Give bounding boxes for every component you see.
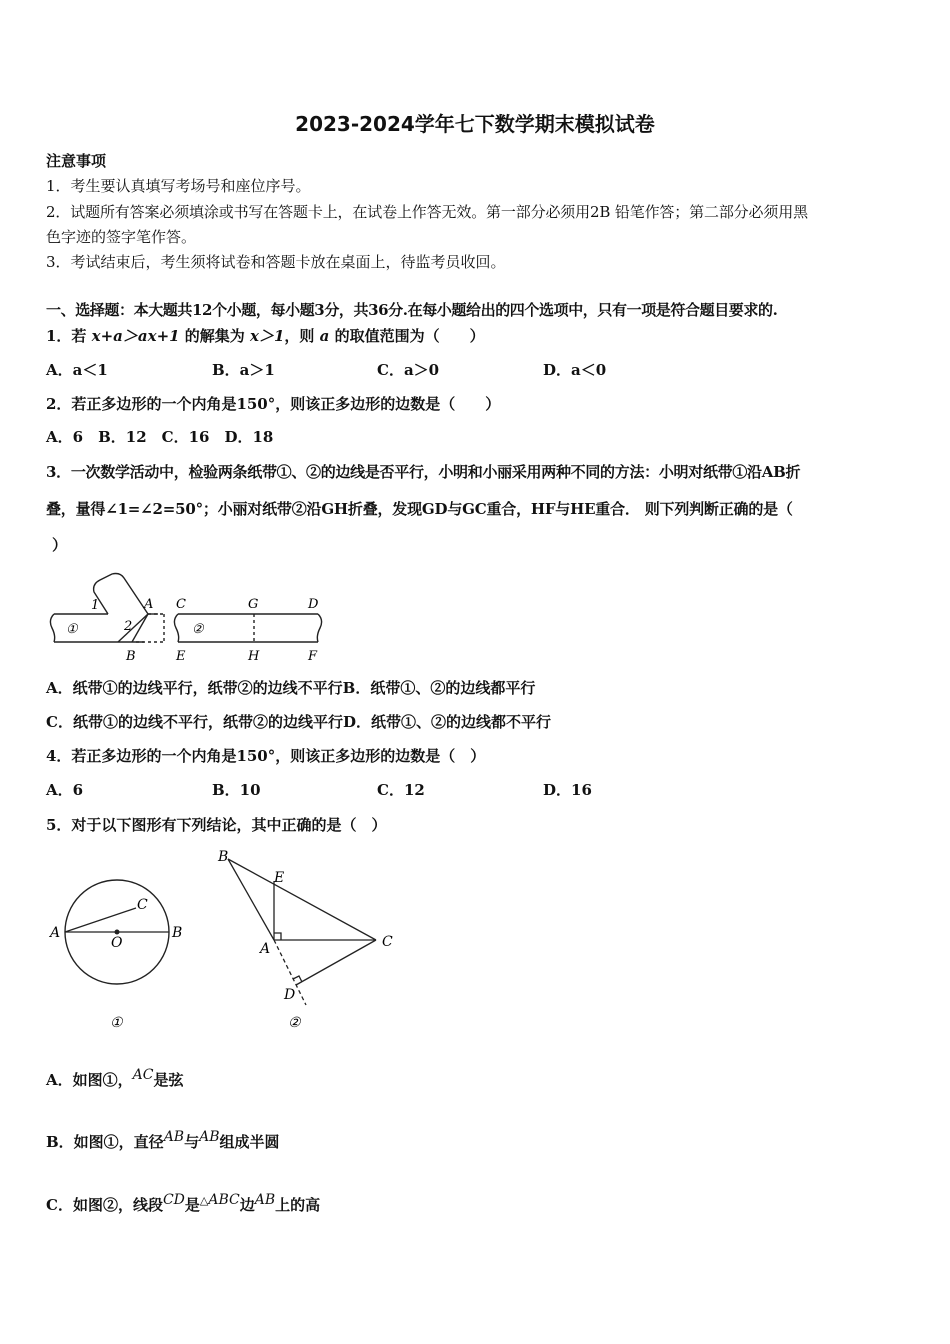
question-3-stem: 3．一次数学活动中，检验两条纸带①、②的边线是否平行，小明和小丽采用两种不同的方法：小明对纸带①沿AB折 [46, 463, 801, 481]
notice-heading: 注意事项 [46, 152, 107, 170]
fig3-label: ① [66, 622, 78, 637]
q4-option-c: C．12 [377, 781, 425, 799]
fig3-label: E [176, 649, 186, 664]
fig3-label: 2 [124, 619, 133, 634]
fig-circle-label: A [50, 925, 61, 941]
fig3-label: G [248, 597, 259, 612]
q4-option-d: D．16 [543, 781, 592, 799]
question-5-stem: 5．对于以下图形有下列结论，其中正确的是（ ） [46, 816, 387, 834]
fig3-label: H [248, 649, 260, 664]
q1-option-c: C．a＞0 [377, 361, 440, 379]
fig3-label: ② [192, 622, 204, 637]
question-3-stem: ） [52, 536, 68, 554]
fig3-label: 1 [91, 598, 100, 613]
fig-circle-label: O [111, 935, 123, 951]
question-1-stem: 1．若 x+a＞ax+1 的解集为 x＞1，则 a 的取值范围为（ ） [46, 327, 485, 345]
q1-option-a: A．a＜1 [46, 361, 108, 379]
q3-options-row: A．纸带①的边线平行，纸带②的边线不平行B．纸带①、②的边线都平行 [46, 679, 536, 697]
fig3-label: B [126, 649, 136, 664]
q5-option-a: A．如图①，AC是弦 [46, 1067, 184, 1089]
triangle-figure [210, 845, 410, 1035]
notice-item: 色字迹的签字笔作答。 [46, 228, 197, 246]
q2-options: A．6 B．12 C．16 D．18 [46, 428, 274, 446]
fig-triangle-label: C [382, 934, 393, 950]
q1-option-b: B．a＞1 [212, 361, 275, 379]
q4-option-b: B．10 [212, 781, 261, 799]
q3-options-row: C．纸带①的边线不平行，纸带②的边线平行D．纸带①、②的边线都不平行 [46, 713, 551, 731]
fig3-label: F [308, 649, 318, 664]
fig-triangle-label: E [274, 870, 285, 886]
circle-figure [40, 845, 200, 1035]
q5-option-c: C．如图②，线段CD是△ABC边AB上的高 [46, 1192, 321, 1214]
fig3-label: A [144, 597, 154, 612]
fig-triangle-label: B [218, 849, 229, 865]
page-title: 2023-2024学年七下数学期末模拟试卷 [295, 112, 655, 136]
fig3-label: D [308, 597, 319, 612]
q5-option-b: B．如图①，直径AB与AB组成半圆 [46, 1129, 280, 1151]
q1-option-d: D．a＜0 [543, 361, 607, 379]
q4-option-a: A．6 [46, 781, 84, 799]
fig-circle-label: B [172, 925, 183, 941]
notice-item: 1．考生要认真填写考场号和座位序号。 [46, 177, 311, 195]
question-3-stem: 叠，量得∠1=∠2=50°；小丽对纸带②沿GH折叠，发现GD与GC重合，HF与HE重合． 则下列判断正确的是（ [46, 500, 793, 518]
fig-triangle-label: D [284, 987, 296, 1003]
fig-triangle-label: A [260, 941, 271, 957]
fig-triangle-caption: ② [288, 1015, 301, 1031]
question-2-stem: 2．若正多边形的一个内角是150°，则该正多边形的边数是（ ） [46, 395, 501, 413]
question-4-stem: 4．若正多边形的一个内角是150°，则该正多边形的边数是（ ） [46, 747, 486, 765]
fig3-label: C [176, 597, 186, 612]
notice-item: 3．考试结束后，考生须将试卷和答题卡放在桌面上，待监考员收回。 [46, 253, 506, 271]
section-heading: 一、选择题：本大题共12个小题，每小题3分，共36分.在每小题给出的四个选项中，只有一项是符合题目要求的. [46, 301, 778, 319]
paper-strip-figure [40, 562, 340, 668]
fig-circle-label: C [137, 897, 148, 913]
notice-item: 2．试题所有答案必须填涂或书写在答题卡上，在试卷上作答无效。第一部分必须用2B 铅笔作答；第二部分必须用黑 [46, 203, 808, 221]
fig-circle-caption: ① [110, 1015, 123, 1031]
